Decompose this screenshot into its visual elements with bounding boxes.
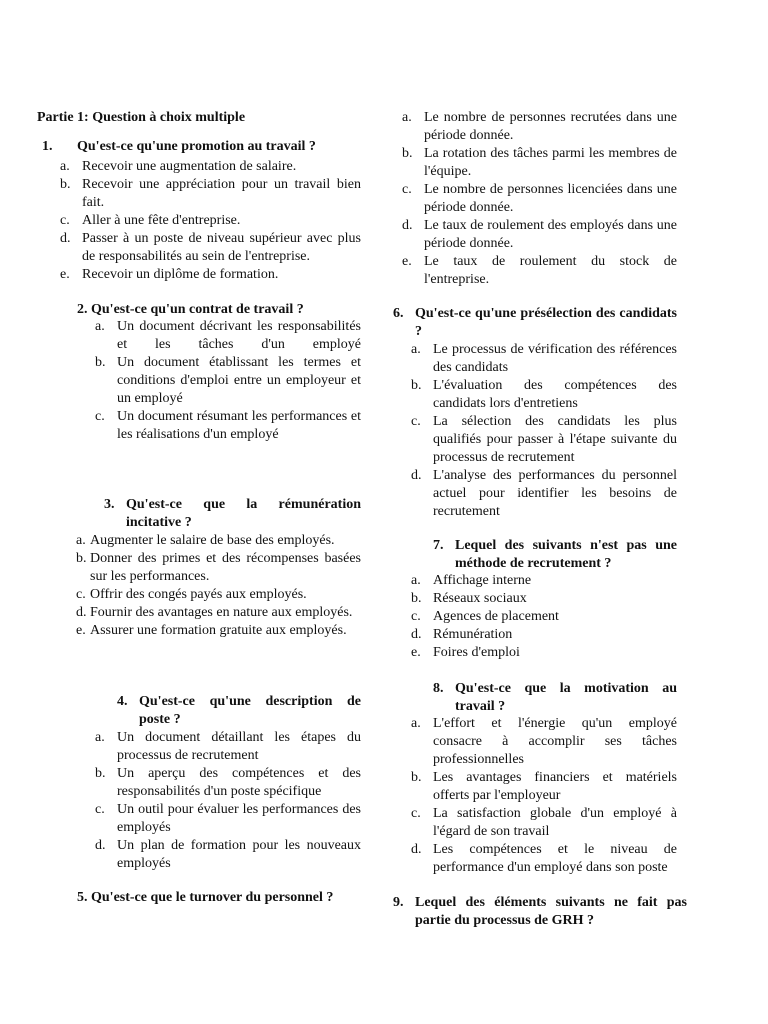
option-text: Le nombre de personnes licenciées dans une période donnée. bbox=[424, 182, 677, 215]
option-letter: b. bbox=[76, 551, 87, 566]
option-letter: c. bbox=[411, 609, 421, 624]
option-text: Assurer une formation gratuite aux employés. bbox=[90, 623, 347, 638]
answer-option[interactable] bbox=[76, 550, 361, 586]
option-letter: b. bbox=[95, 355, 106, 370]
answer-option[interactable] bbox=[95, 729, 361, 765]
answer-option[interactable] bbox=[95, 318, 361, 354]
option-text: Donner des primes et des récompenses basées sur les performances. bbox=[90, 551, 361, 584]
option-letter: b. bbox=[402, 146, 413, 161]
answer-option[interactable] bbox=[411, 805, 677, 841]
question-4 bbox=[117, 693, 361, 729]
option-letter: c. bbox=[95, 802, 105, 817]
option-letter: c. bbox=[76, 587, 86, 602]
answer-option[interactable] bbox=[95, 801, 361, 837]
question-3 bbox=[104, 496, 361, 532]
answer-option[interactable] bbox=[402, 217, 677, 253]
option-letter: c. bbox=[411, 414, 421, 429]
option-letter: c. bbox=[402, 182, 412, 197]
option-text: La satisfaction globale d'un employé à l'égard de son travail bbox=[433, 806, 677, 839]
option-text: L'évaluation des compétences des candidats lors d'entretiens bbox=[433, 378, 677, 411]
option-letter: d. bbox=[411, 627, 422, 642]
option-letter: a. bbox=[60, 159, 70, 174]
option-letter: b. bbox=[411, 378, 422, 393]
question-number: 3. bbox=[104, 497, 115, 512]
option-letter: b. bbox=[411, 770, 422, 785]
answer-option[interactable] bbox=[402, 253, 677, 289]
answer-option[interactable] bbox=[76, 586, 361, 604]
question-text: Qu'est-ce qu'un contrat de travail ? bbox=[91, 302, 304, 317]
answer-option[interactable] bbox=[411, 467, 677, 521]
option-letter: d. bbox=[411, 468, 422, 483]
question-text: Qu'est-ce que la motivation au travail ? bbox=[455, 681, 677, 714]
option-text: L'effort et l'énergie qu'un employé consacre à accomplir ses tâches professionnelles bbox=[433, 716, 677, 767]
option-text: Rémunération bbox=[433, 627, 513, 642]
question-2 bbox=[77, 301, 367, 319]
question-7 bbox=[433, 537, 677, 573]
option-letter: d. bbox=[95, 838, 106, 853]
option-text: Le taux de roulement du stock de l'entreprise. bbox=[424, 254, 677, 287]
answer-option[interactable] bbox=[95, 354, 361, 408]
question-text: Lequel des éléments suivants ne fait pas partie du processus de GRH ? bbox=[415, 895, 687, 928]
option-letter: c. bbox=[411, 806, 421, 821]
option-text: Le taux de roulement des employés dans une période donnée. bbox=[424, 218, 677, 251]
option-text: Réseaux sociaux bbox=[433, 591, 527, 606]
option-letter: a. bbox=[402, 110, 412, 125]
option-text: Un outil pour évaluer les performances des employés bbox=[117, 802, 361, 835]
option-letter: a. bbox=[76, 533, 86, 548]
option-text: Un document résumant les performances et les réalisations d'un employé bbox=[117, 409, 361, 442]
question-1 bbox=[42, 138, 362, 156]
option-text: Recevoir un diplôme de formation. bbox=[82, 267, 279, 282]
answer-option[interactable] bbox=[411, 377, 677, 413]
option-text: L'analyse des performances du personnel actuel pour identifier les besoins de recrutement bbox=[433, 468, 677, 519]
answer-list-q1 bbox=[60, 158, 361, 284]
answer-option[interactable] bbox=[76, 604, 361, 622]
answer-option[interactable] bbox=[60, 176, 361, 212]
option-letter: a. bbox=[411, 342, 421, 357]
option-letter: d. bbox=[411, 842, 422, 857]
option-text: Un document décrivant les responsabilités et les tâches d'un employé bbox=[117, 319, 361, 352]
answer-option[interactable] bbox=[95, 837, 361, 873]
answer-option[interactable] bbox=[411, 644, 677, 662]
option-text: Recevoir une appréciation pour un travail bien fait. bbox=[82, 177, 361, 210]
option-text: La rotation des tâches parmi les membres de l'équipe. bbox=[424, 146, 677, 179]
question-number: 6. bbox=[393, 306, 404, 321]
answer-list-q5 bbox=[402, 109, 677, 289]
option-text: Un document détaillant les étapes du processus de recrutement bbox=[117, 730, 361, 763]
option-text: Augmenter le salaire de base des employés. bbox=[90, 533, 335, 548]
answer-option[interactable] bbox=[402, 181, 677, 217]
answer-option[interactable] bbox=[411, 841, 677, 877]
section-title: Partie 1: Question à choix multiple bbox=[37, 110, 246, 125]
option-text: Recevoir une augmentation de salaire. bbox=[82, 159, 297, 174]
option-text: Affichage interne bbox=[433, 573, 532, 588]
option-letter: e. bbox=[60, 267, 70, 282]
answer-list-q6 bbox=[411, 341, 677, 521]
option-letter: c. bbox=[60, 213, 70, 228]
question-number: 5. bbox=[77, 890, 88, 905]
option-text: Passer à un poste de niveau supérieur avec plus de responsabilités au sein de l'entreprise. bbox=[82, 231, 361, 264]
option-text: Le processus de vérification des références des candidats bbox=[433, 342, 677, 375]
question-8 bbox=[433, 680, 677, 716]
option-text: Foires d'emploi bbox=[433, 645, 520, 660]
answer-option[interactable] bbox=[402, 109, 677, 145]
option-text: Les compétences et le niveau de performance d'un employé dans son poste bbox=[433, 842, 677, 875]
option-text: Le nombre de personnes recrutées dans une période donnée. bbox=[424, 110, 677, 143]
option-letter: d. bbox=[76, 605, 87, 620]
option-letter: b. bbox=[95, 766, 106, 781]
answer-option[interactable] bbox=[95, 408, 361, 444]
answer-option[interactable] bbox=[411, 413, 677, 467]
question-5 bbox=[77, 889, 367, 907]
question-number: 9. bbox=[393, 895, 404, 910]
answer-list-q4 bbox=[95, 729, 361, 873]
option-letter: d. bbox=[402, 218, 413, 233]
option-text: Aller à une fête d'entreprise. bbox=[82, 213, 241, 228]
question-text: Qu'est-ce que la rémunération incitative ? bbox=[126, 497, 361, 530]
option-letter: b. bbox=[411, 591, 422, 606]
question-text: Qu'est-ce qu'une description de poste ? bbox=[139, 694, 361, 727]
option-letter: a. bbox=[411, 716, 421, 731]
question-number: 4. bbox=[117, 694, 128, 709]
answer-list-q2 bbox=[95, 318, 361, 444]
answer-option[interactable] bbox=[411, 341, 677, 377]
answer-option[interactable] bbox=[402, 145, 677, 181]
question-text: Lequel des suivants n'est pas une méthode de recrutement ? bbox=[455, 538, 677, 571]
option-letter: b. bbox=[60, 177, 71, 192]
answer-option[interactable] bbox=[60, 212, 361, 230]
option-letter: e. bbox=[402, 254, 412, 269]
option-text: Fournir des avantages en nature aux employés. bbox=[90, 605, 353, 620]
option-text: Agences de placement bbox=[433, 609, 559, 624]
answer-option[interactable] bbox=[411, 715, 677, 769]
answer-option[interactable] bbox=[60, 266, 361, 284]
answer-option[interactable] bbox=[411, 590, 677, 608]
answer-option[interactable] bbox=[95, 765, 361, 801]
question-text: Qu'est-ce qu'une présélection des candidats ? bbox=[415, 306, 677, 339]
option-letter: d. bbox=[60, 231, 71, 246]
answer-option[interactable] bbox=[411, 769, 677, 805]
option-text: Offrir des congés payés aux employés. bbox=[90, 587, 307, 602]
option-text: La sélection des candidats les plus qualifiés pour passer à l'étape suivante du processus de recrutement bbox=[433, 414, 677, 465]
question-number: 2. bbox=[77, 302, 88, 317]
question-9 bbox=[393, 894, 687, 930]
option-letter: c. bbox=[95, 409, 105, 424]
question-number: 1. bbox=[42, 139, 53, 154]
option-letter: e. bbox=[411, 645, 421, 660]
option-letter: a. bbox=[411, 573, 421, 588]
question-6 bbox=[393, 305, 677, 341]
answer-option[interactable] bbox=[411, 608, 677, 626]
option-text: Un aperçu des compétences et des responsabilités d'un poste spécifique bbox=[117, 766, 361, 799]
answer-option[interactable] bbox=[60, 230, 361, 266]
option-text: Les avantages financiers et matériels offerts par l'employeur bbox=[433, 770, 677, 803]
answer-list-q3 bbox=[76, 532, 361, 640]
answer-option[interactable] bbox=[76, 532, 361, 550]
answer-option[interactable] bbox=[411, 626, 677, 644]
option-letter: e. bbox=[76, 623, 86, 638]
option-text: Un plan de formation pour les nouveaux employés bbox=[117, 838, 361, 871]
question-number: 7. bbox=[433, 538, 444, 553]
answer-option[interactable] bbox=[76, 622, 361, 640]
question-text: Qu'est-ce qu'une promotion au travail ? bbox=[77, 139, 316, 154]
question-text: Qu'est-ce que le turnover du personnel ? bbox=[91, 890, 334, 905]
answer-list-q8 bbox=[411, 715, 677, 877]
option-text: Un document établissant les termes et conditions d'emploi entre un employeur et un employé bbox=[117, 355, 361, 406]
question-number: 8. bbox=[433, 681, 444, 696]
answer-option[interactable] bbox=[411, 572, 677, 590]
option-letter: a. bbox=[95, 319, 105, 334]
answer-option[interactable] bbox=[60, 158, 361, 176]
answer-list-q7 bbox=[411, 572, 677, 662]
option-letter: a. bbox=[95, 730, 105, 745]
